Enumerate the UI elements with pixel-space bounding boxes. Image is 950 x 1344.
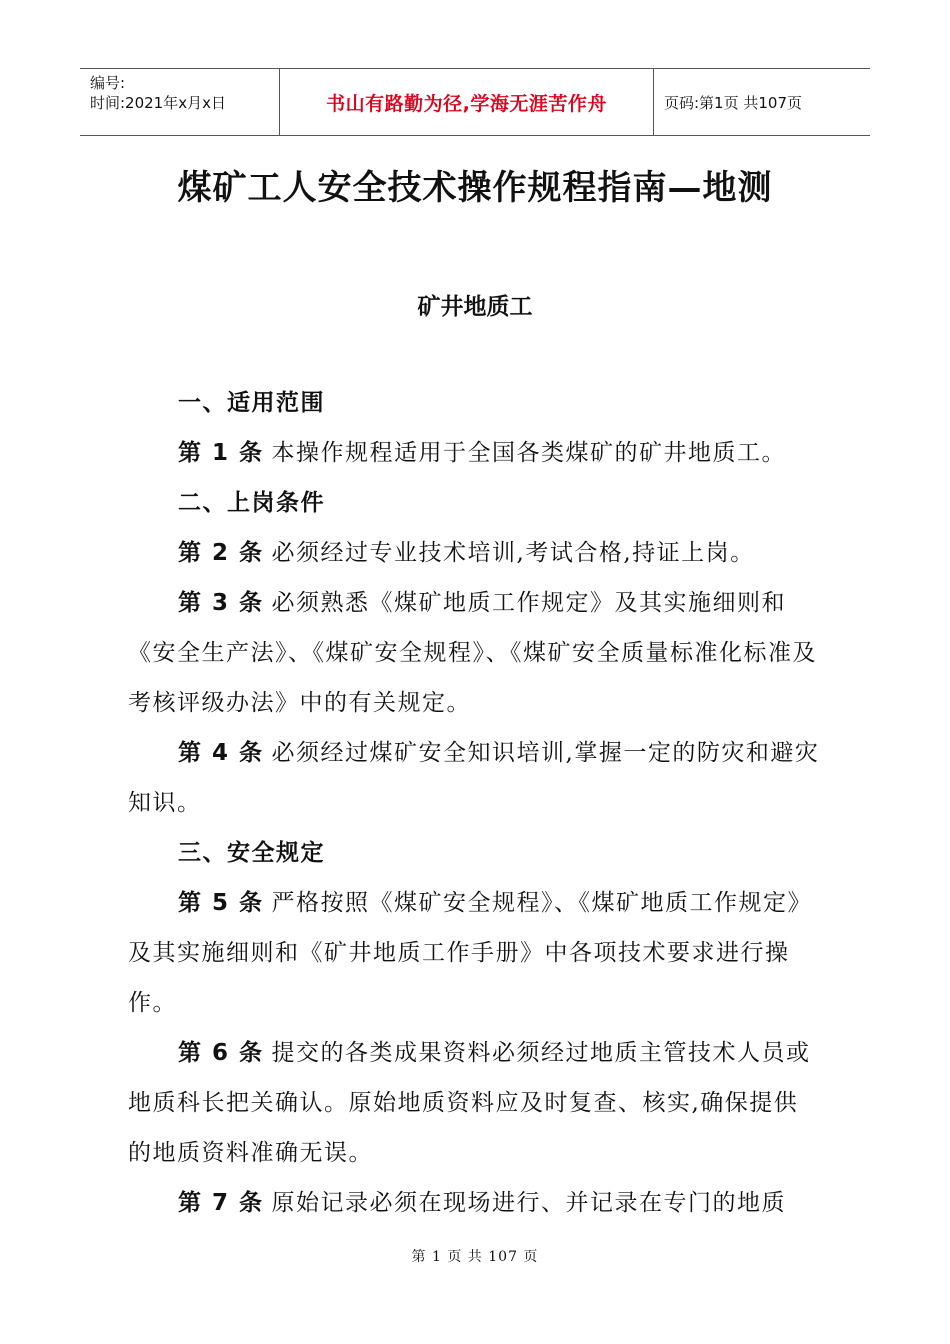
section-heading: 三、安全规定 <box>178 840 325 866</box>
article-number: 第 4 条 <box>178 740 264 766</box>
header-meta <box>80 69 280 135</box>
document-body <box>128 378 820 1228</box>
article-text: 严格按照《煤矿安全规程》、《煤矿地质工作规定》及其实施细则和《矿井地质工作手册》中各项技术要求进行操作。 <box>128 890 813 1016</box>
section-heading: 一、适用范围 <box>178 390 325 416</box>
serial-label: 编号: <box>90 74 126 92</box>
document-subtitle: 矿井地质工 <box>417 294 533 320</box>
document-title: 煤矿工人安全技术操作规程指南—地测 <box>177 168 773 208</box>
header-page-info: 页码:第1页 共107页 <box>664 93 802 112</box>
article-text: 必须熟悉《煤矿地质工作规定》及其实施细则和《安全生产法》、《煤矿安全规程》、《煤矿安全质量标准化标准及考核评级办法》中的有关规定。 <box>128 590 817 716</box>
time-label: 时间:2021年x月x日 <box>90 94 226 112</box>
article-number: 第 5 条 <box>178 890 264 916</box>
article-text: 必须经过专业技术培训,考试合格,持证上岗。 <box>271 540 755 566</box>
article-text: 本操作规程适用于全国各类煤矿的矿井地质工。 <box>271 440 787 466</box>
article-paragraph <box>128 428 820 478</box>
article-paragraph <box>128 528 820 578</box>
article-text: 必须经过煤矿安全知识培训,掌握一定的防灾和避灾知识。 <box>128 740 820 816</box>
page-footer: 第 1 页 共 107 页 <box>411 1249 539 1265</box>
article-paragraph <box>128 878 820 1028</box>
article-paragraph <box>128 1178 820 1228</box>
page-header <box>80 68 870 136</box>
article-paragraph <box>128 728 820 828</box>
article-text: 提交的各类成果资料必须经过地质主管技术人员或地质科长把关确认。原始地质资料应及时复查、核实,确保提供的地质资料准确无误。 <box>128 1040 811 1166</box>
article-paragraph <box>128 578 820 728</box>
article-number: 第 3 条 <box>178 590 264 616</box>
article-number: 第 2 条 <box>178 540 264 566</box>
section-heading: 二、上岗条件 <box>178 490 325 516</box>
article-number: 第 1 条 <box>178 440 264 466</box>
article-number: 第 7 条 <box>178 1190 264 1216</box>
header-motto: 书山有路勤为径,学海无涯苦作舟 <box>280 69 654 135</box>
article-paragraph <box>128 1028 820 1178</box>
article-number: 第 6 条 <box>178 1040 264 1066</box>
article-text: 原始记录必须在现场进行、并记录在专门的地质 <box>271 1190 787 1216</box>
